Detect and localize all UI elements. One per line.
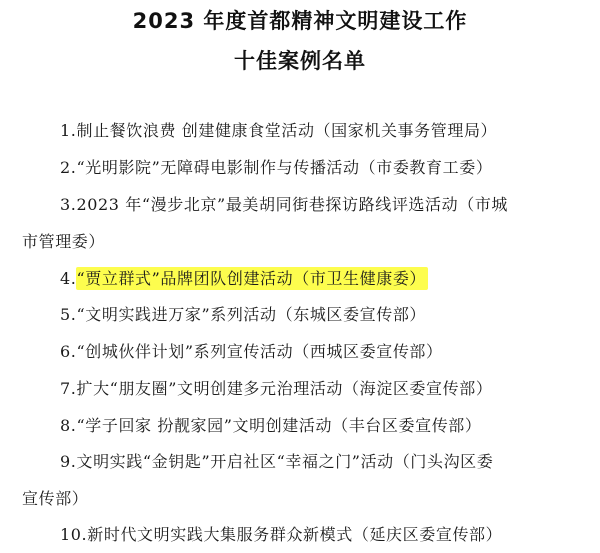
list-item: 5.“文明实践进万家”系列活动（东城区委宣传部） [60,305,427,324]
highlighted-text: “贾立群式”品牌团队创建活动（市卫生健康委） [76,269,427,288]
list-item: 7.扩大“朋友圈”文明创建多元治理活动（海淀区委宣传部） [60,379,493,398]
document-title-line-1: 2023 年度首都精神文明建设工作 [132,9,468,33]
list-item-highlighted [60,267,428,291]
list-item: 10.新时代文明实践大集服务群众新模式（延庆区委宣传部） [60,525,503,544]
document-title-line-2: 十佳案例名单 [234,49,366,73]
list-item-number: 4. [60,269,77,288]
list-item-continuation: 市管理委） [22,232,106,251]
list-item: 1.制止餐饮浪费 创建健康食堂活动（国家机关事务管理局） [60,121,498,140]
list-item: 3.2023 年“漫步北京”最美胡同街巷探访路线评选活动（市城 [60,195,509,214]
list-item: 2.“光明影院”无障碍电影制作与传播活动（市委教育工委） [60,158,493,177]
list-item: 6.“创城伙伴计划”系列宣传活动（西城区委宣传部） [60,342,443,361]
list-item-continuation: 宣传部） [22,489,89,508]
list-item: 9.文明实践“金钥匙”开启社区“幸福之门”活动（门头沟区委 [60,452,494,471]
list-item: 8.“学子回家 扮靓家园”文明创建活动（丰台区委宣传部） [60,416,482,435]
